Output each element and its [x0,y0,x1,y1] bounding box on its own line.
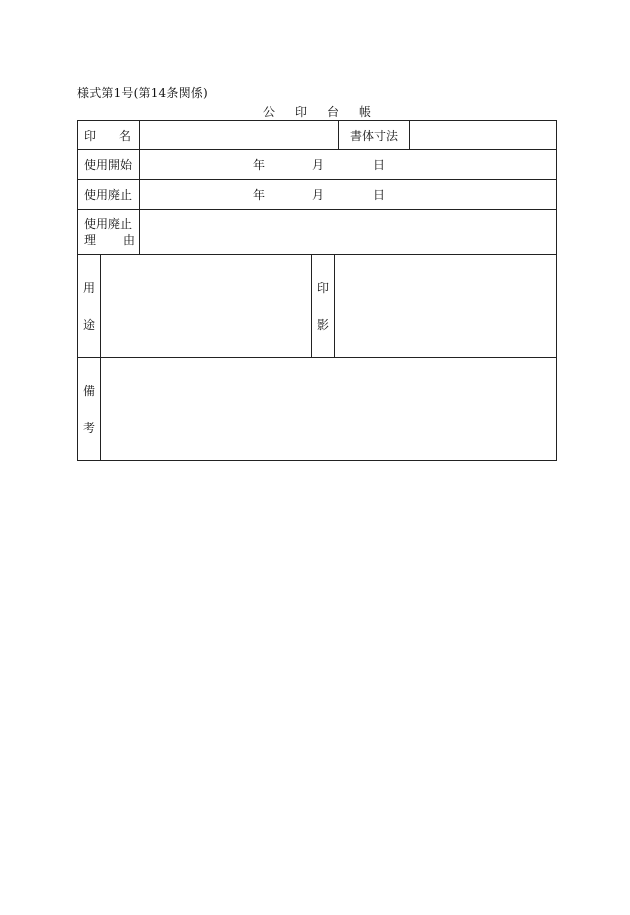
remarks-char-2: 考 [82,421,95,435]
size-field[interactable] [409,120,557,150]
seal-name-field[interactable] [139,120,339,150]
purpose-char-1: 用 [82,281,95,295]
impression-char-1: 印 [316,281,329,295]
use-end-label-text: 使用廃止 [84,188,133,202]
use-end-year: 年 [253,188,266,202]
seal-register-table [77,120,557,461]
use-start-date-field[interactable] [139,149,557,180]
use-end-label [77,179,140,210]
size-label: 書体寸法 [338,120,410,150]
purpose-field[interactable] [100,254,312,358]
seal-name-char-1: 印 [84,128,97,143]
purpose-label [77,254,101,358]
end-reason-char-2: 由 [122,233,135,247]
form-number: 様式第1号(第14条関係) [77,86,208,100]
purpose-char-2: 途 [82,318,95,332]
remarks-char-1: 備 [82,384,95,398]
remarks-label [77,357,101,461]
end-reason-label [77,209,140,255]
use-start-day: 日 [373,158,386,172]
impression-char-2: 影 [316,318,329,332]
use-end-day: 日 [373,188,386,202]
impression-label [311,254,335,358]
seal-name-char-2: 名 [118,128,131,143]
use-start-label [77,149,140,180]
use-end-date-field[interactable] [139,179,557,210]
use-start-month: 月 [312,158,325,172]
use-start-year: 年 [253,158,266,172]
end-reason-line-2 [84,232,139,248]
seal-name-label [77,120,140,150]
impression-field[interactable] [334,254,557,358]
end-reason-line-1: 使用廃止 [84,217,133,231]
remarks-field[interactable] [100,357,557,461]
use-start-label-text: 使用開始 [84,158,133,172]
form-title: 公印台帳 [262,105,391,119]
end-reason-field[interactable] [139,209,557,255]
use-end-month: 月 [312,188,325,202]
end-reason-char-1: 理 [84,233,97,247]
